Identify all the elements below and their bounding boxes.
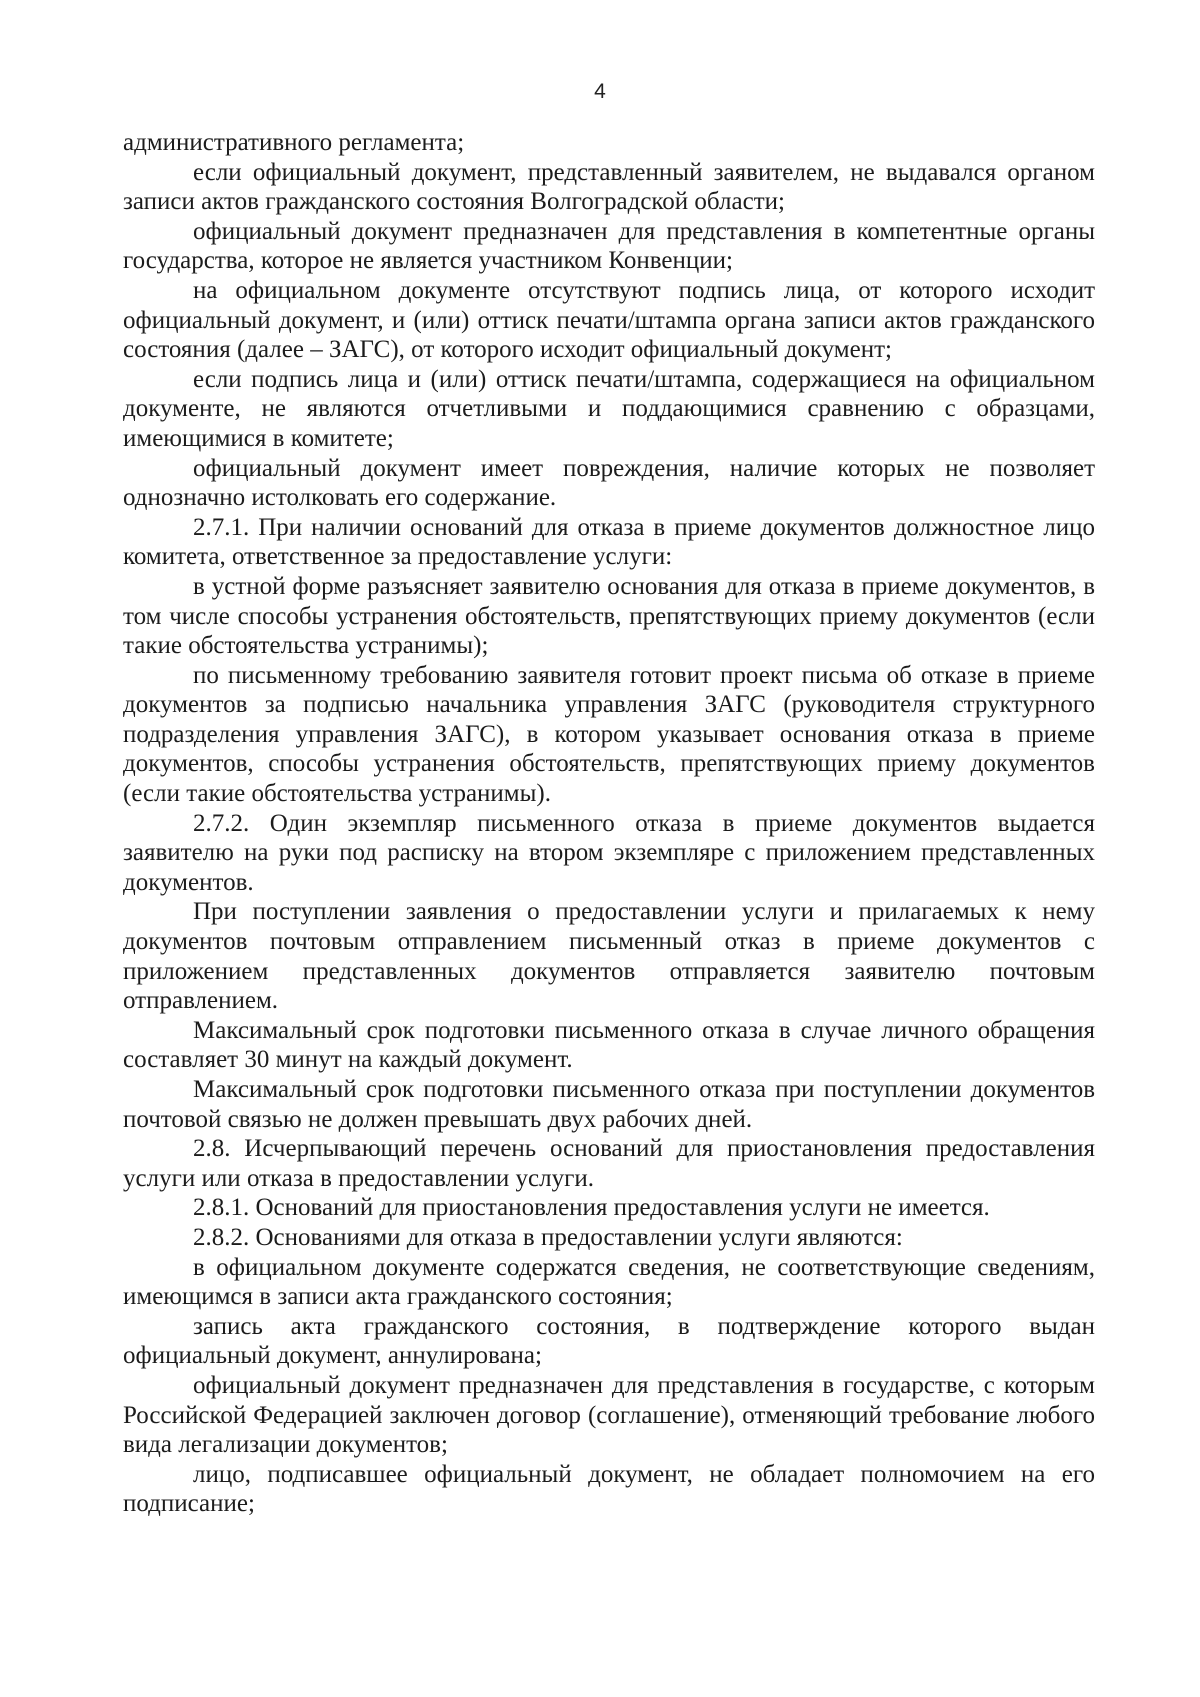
paragraph: 2.7.2. Один экземпляр письменного отказа в приеме документов выдается заявителю на руки под расписку на втором экземпляре с приложением представленных документов. [123,809,1095,896]
paragraph: официальный документ предназначен для представления в компетентные органы государства, которое не является участником Конвенции; [123,217,1095,275]
paragraph: административного регламента; [123,129,465,156]
paragraph: Максимальный срок подготовки письменного отказа в случае личного обращения составляет 30 минут на каждый документ. [123,1016,1095,1074]
paragraph: 2.8.2. Основаниями для отказа в предоставлении услуги являются: [193,1223,903,1251]
paragraph: 2.8. Исчерпывающий перечень оснований для приостановления предоставления услуги или отказа в предоставлении услуги. [123,1135,1095,1192]
paragraph: на официальном документе отсутствуют подпись лица, от которого исходит официальный документ, и (или) оттиск печати/штампа органа записи актов гражданского состояния (далее – ЗАГС), от которого исходит официальный документ; [123,276,1095,364]
paragraph: 2.7.1. При наличии оснований для отказа в приеме документов должностное лицо комитета, ответственное за предоставление услуги: [123,513,1095,571]
paragraph: если официальный документ, представленный заявителем, не выдавался органом записи актов гражданского состояния Волгоградской области; [123,158,1095,216]
paragraph: 2.8.1. Оснований для приостановления предоставления услуги не имеется. [193,1194,990,1222]
paragraph: если подпись лица и (или) оттиск печати/штампа, содержащиеся на официальном документе, не являются отчетливыми и поддающимися сравнению с образцами, имеющимися в комитете; [123,365,1095,452]
paragraph: в официальном документе содержатся сведения, не соответствующие сведениям, имеющимся в записи акта гражданского состояния; [123,1253,1095,1311]
paragraph: по письменному требованию заявителя готовит проект письма об отказе в приеме документов за подписью начальника управления ЗАГС (руководителя структурного подразделения управления ЗАГС), в котором указывает основания отказа в приеме документов, способы устранения обстоятельств, препятствующих приему документов (если такие обстоятельства устранимы). [123,661,1095,808]
paragraph: запись акта гражданского состояния, в подтверждение которого выдан официальный документ, аннулирована; [123,1312,1095,1370]
paragraph: При поступлении заявления о предоставлении услуги и прилагаемых к нему документов почтовым отправлением письменный отказ в приеме документов с приложением представленных документов отправляется заявителю почтовым отправлением. [123,898,1095,1015]
paragraph: официальный документ предназначен для представления в государстве, с которым Российской Федерацией заключен договор (соглашение), отменяющий требование любого вида легализации документов; [123,1371,1095,1459]
paragraph: Максимальный срок подготовки письменного отказа при поступлении документов почтовой связью не должен превышать двух рабочих дней. [123,1076,1095,1133]
paragraph: официальный документ имеет повреждения, наличие которых не позволяет однозначно истолковать его содержание. [123,454,1095,512]
paragraph: лицо, подписавшее официальный документ, не обладает полномочием на его подписание; [123,1460,1095,1518]
document-body [123,128,1095,1519]
paragraph: в устной форме разъясняет заявителю основания для отказа в приеме документов, в том числе способы устранения обстоятельств, препятствующих приему документов (если такие обстоятельства устранимы); [123,572,1095,660]
page-number: 4 [594,80,606,103]
